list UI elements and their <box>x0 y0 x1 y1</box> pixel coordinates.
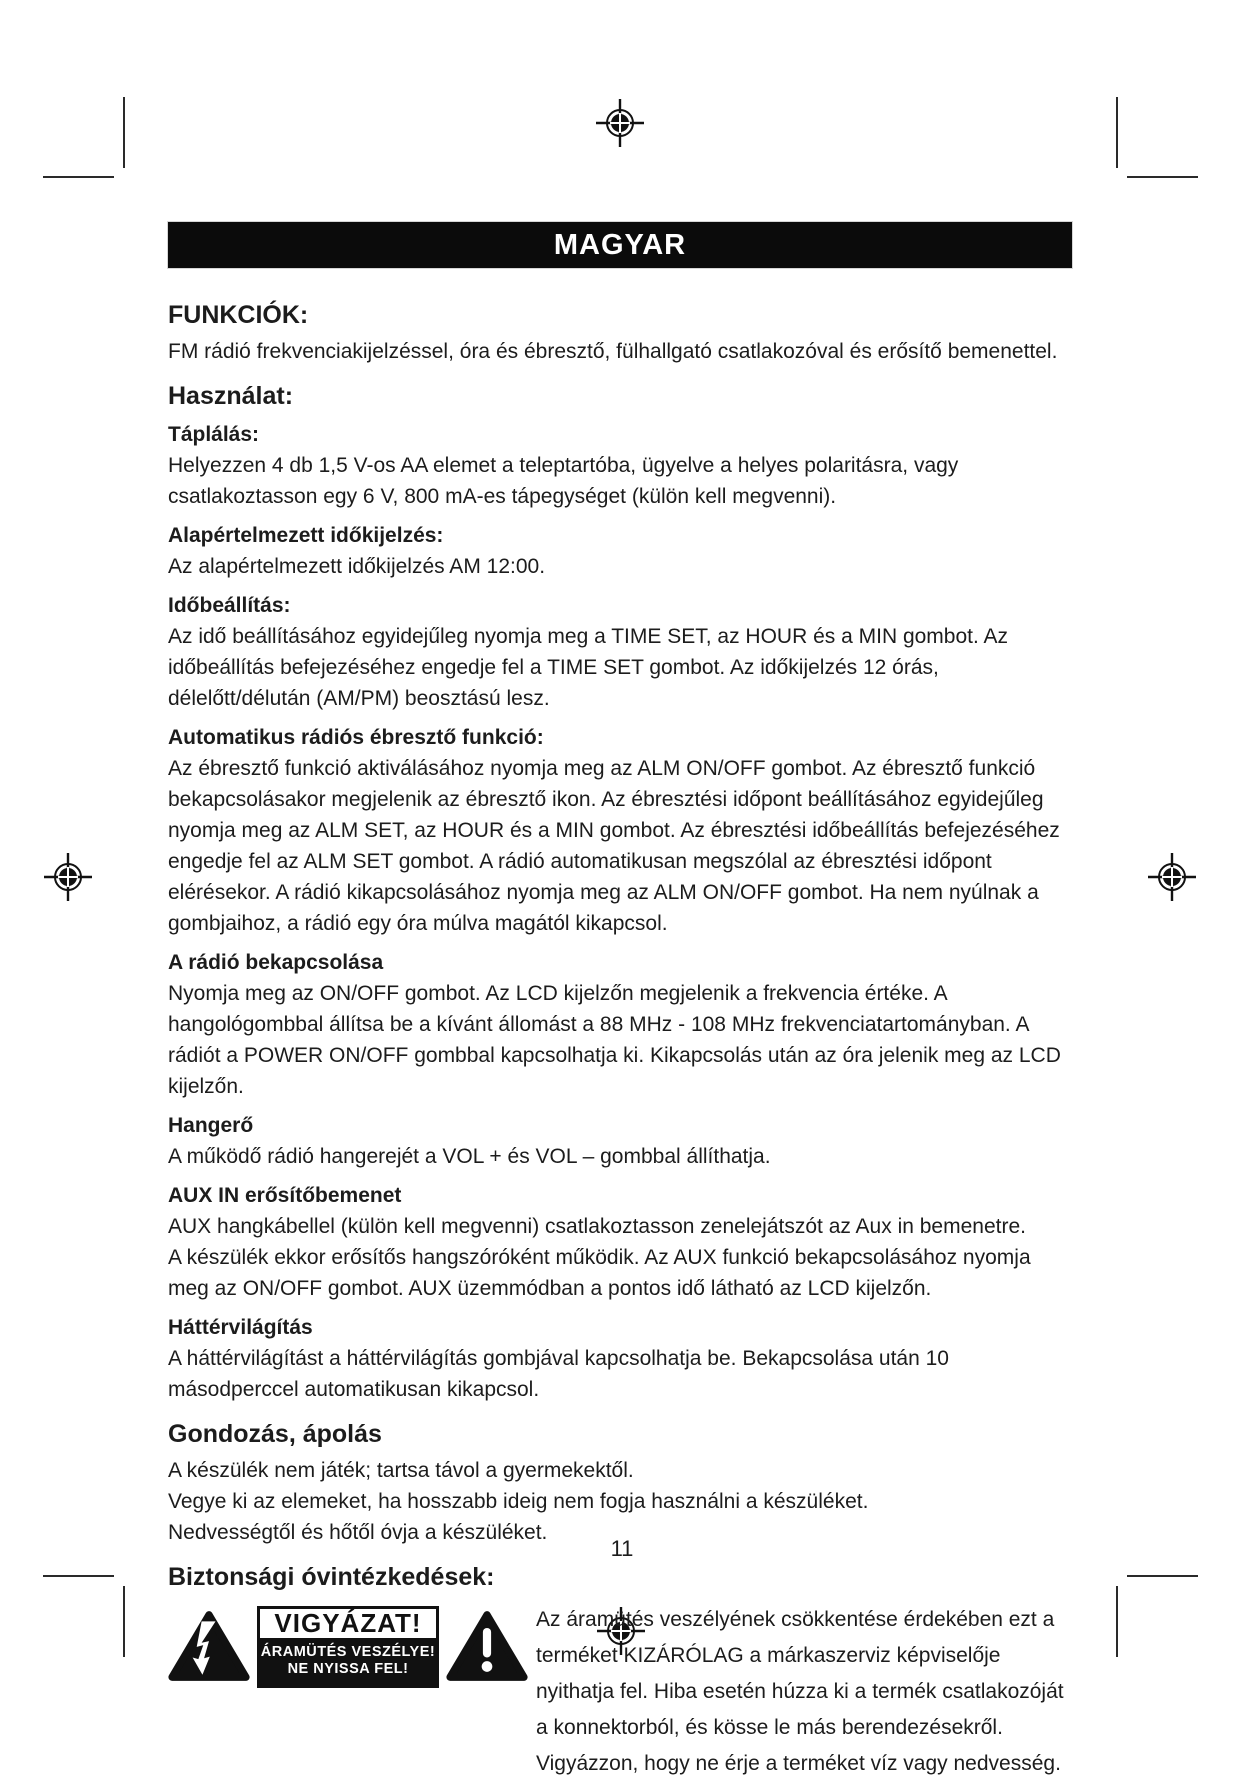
radio-on-heading: A rádió bekapcsolása <box>168 951 384 974</box>
functions-text: FM rádió frekvenciakijelzéssel, óra és ébresztő, fülhallgató csatlakozóval és erősítő bemenettel. <box>168 340 1058 363</box>
exclamation-triangle-icon <box>446 1606 528 1686</box>
page-number: 11 <box>610 1536 634 1561</box>
language-banner <box>168 222 1072 268</box>
power-text: Helyezzen 4 db 1,5 V-os AA elemet a teleptartóba, ügyelve a helyes polaritásra, vagy csatlakoztasson egy 6 V, 800 mA-es tápegységet (külön kell megvenni). <box>168 454 959 508</box>
high-voltage-triangle-icon <box>168 1606 250 1686</box>
volume-text: A működő rádió hangerejét a VOL + és VOL – gombbal állíthatja. <box>168 1145 771 1168</box>
alarm-text: Az ébresztő funkció aktiválásához nyomja meg az ALM ON/OFF gombot. Az ébresztő funkció bekapcsolásakor megjelenik az ébresztő ikon. Az ébresztési időpont beállításához egyidejűleg nyomja meg az ALM SET, az HOUR és a MIN gombot. Az ébresztési időbeállítás befejezéséhez engedje fel az ALM SET gombot. A rádió automatikusan megszólal az ébresztési időpont elérésekor. A rádió kikapcsolásához nyomja meg az ALM ON/OFF gombot. Ha nem nyúlnak a gombjaihoz, a rádió egy óra múlva magától kikapcsol. <box>168 757 1060 935</box>
aux-text-line-2: A készülék ekkor erősítős hangszóróként működik. Az AUX funkció bekapcsolásához nyomja meg az ON/OFF gombot. AUX üzemmódban a pontos idő látható az LCD kijelzőn. <box>168 1246 1031 1300</box>
crop-mark-bottom-left-vertical <box>123 1586 125 1657</box>
registration-mark-icon <box>596 99 644 147</box>
radio-on-text: Nyomja meg az ON/OFF gombot. Az LCD kijelzőn megjelenik a frekvencia értéke. A hangológombbal állítsa be a kívánt állomást a 88 MHz - 108 MHz frekvenciatartományban. A rádiót a POWER ON/OFF gombbal kapcsolhatja ki. Kikapcsolás után az óra jelenik meg az LCD kijelzőn. <box>168 982 1061 1098</box>
crop-mark-bottom-right-horizontal <box>1127 1575 1198 1577</box>
volume-heading: Hangerő <box>168 1114 254 1137</box>
crop-mark-top-right-horizontal <box>1127 176 1198 178</box>
care-heading: Gondozás, ápolás <box>168 1420 382 1448</box>
crop-mark-top-left-vertical <box>123 97 125 168</box>
registration-mark-icon <box>1148 853 1196 901</box>
backlight-heading: Háttérvilágítás <box>168 1316 313 1339</box>
safety-section <box>168 1602 1076 1782</box>
care-line: A készülék nem játék; tartsa távol a gyermekektől. <box>168 1459 634 1482</box>
backlight-text: A háttérvilágítást a háttérvilágítás gombjával kapcsolhatja be. Bekapcsolása után 10 másodperccel automatikusan kikapcsol. <box>168 1347 949 1401</box>
functions-heading: FUNKCIÓK: <box>168 301 309 329</box>
default-time-heading: Alapértelmezett időkijelzés: <box>168 524 444 547</box>
default-time-text: Az alapértelmezett időkijelzés AM 12:00. <box>168 555 546 578</box>
caution-graphic <box>168 1606 528 1688</box>
aux-text-line-1: AUX hangkábellel (külön kell megvenni) csatlakoztasson zenelejátszót az Aux in bemenetre. <box>168 1215 1026 1238</box>
registration-mark-icon <box>44 853 92 901</box>
safety-heading: Biztonsági óvintézkedések: <box>168 1563 495 1591</box>
caution-label: VIGYÁZAT! <box>260 1609 436 1638</box>
aux-heading: AUX IN erősítőbemenet <box>168 1184 402 1207</box>
caution-warning-line-2: NE NYISSA FEL! <box>287 1661 409 1677</box>
language-banner-title: MAGYAR <box>553 228 687 261</box>
usage-heading: Használat: <box>168 382 294 410</box>
alarm-heading: Automatikus rádiós ébresztő funkció: <box>168 726 544 749</box>
care-line: Vegye ki az elemeket, ha hosszabb ideig nem fogja használni a készüléket. <box>168 1490 869 1513</box>
caution-box <box>257 1606 439 1688</box>
time-set-heading: Időbeállítás: <box>168 594 291 617</box>
caution-warning-line-1: ÁRAMÜTÉS VESZÉLYE! <box>260 1644 436 1660</box>
time-set-text: Az idő beállításához egyidejűleg nyomja meg a TIME SET, az HOUR és a MIN gombot. Az időbeállítás befejezéséhez engedje fel a TIME SET gombot. Az időkijelzés 12 órás, délelőtt/délután (AM/PM) beosztású lesz. <box>168 625 1008 710</box>
power-heading: Táplálás: <box>168 423 260 446</box>
care-line: Nedvességtől és hőtől óvja a készüléket. <box>168 1521 548 1544</box>
caution-warning-text <box>260 1638 436 1685</box>
crop-mark-bottom-right-vertical <box>1116 1586 1118 1657</box>
crop-mark-top-left-horizontal <box>43 176 114 178</box>
crop-mark-bottom-left-horizontal <box>43 1575 114 1577</box>
crop-mark-top-right-vertical <box>1116 97 1118 168</box>
safety-text: Az áramütés veszélyének csökkentése érdekében ezt a terméket KIZÁRÓLAG a márkaszerviz képviselője nyithatja fel. Hiba esetén húzza ki a termék csatlakozóját a konnektorból, és kösse le más berendezésekről. Vigyázzon, hogy ne érje a terméket víz vagy nedvesség. <box>536 1608 1064 1775</box>
